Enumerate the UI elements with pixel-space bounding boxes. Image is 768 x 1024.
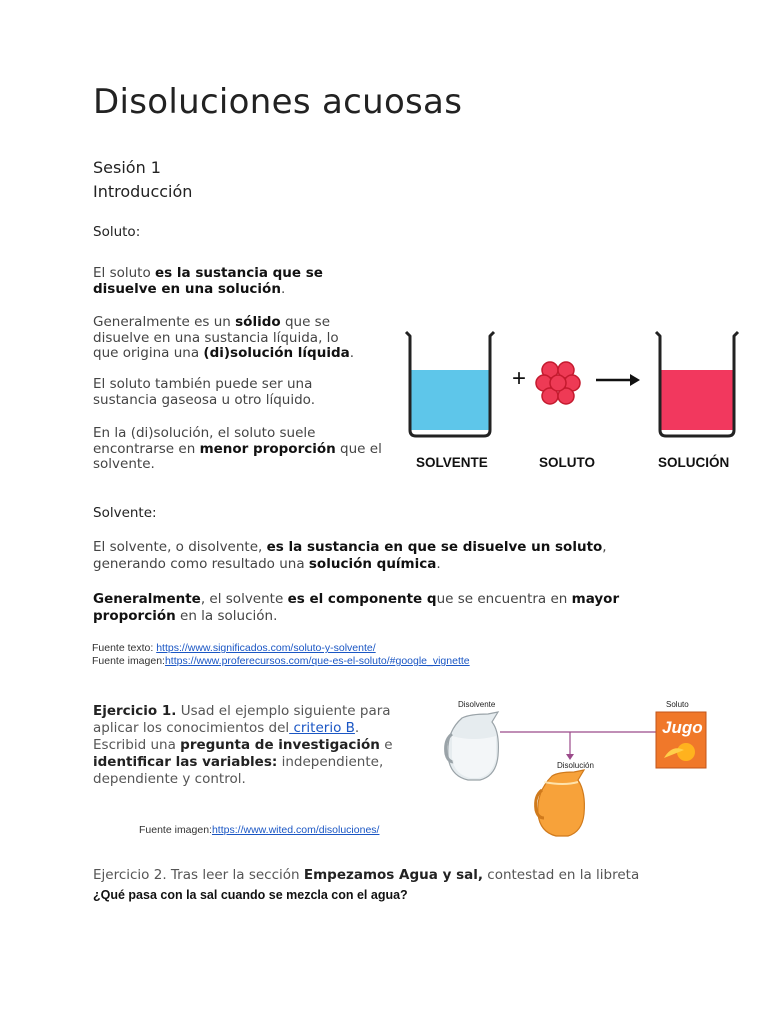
solvente-label: Solvente: — [93, 505, 157, 521]
solucion-caption: SOLUCIÓN — [658, 455, 730, 470]
soluto-paragraph-3: El soluto también puede ser una sustancia gaseosa u otro líquido. — [93, 376, 315, 408]
page-title: Disoluciones acuosas — [93, 82, 463, 122]
intro-heading: Introducción — [93, 182, 193, 201]
solvent-beaker — [406, 332, 494, 436]
disolvente-caption: Disolvente — [458, 700, 496, 709]
solution-liquid — [660, 370, 734, 430]
source-text-link[interactable]: https://www.significados.com/soluto-y-solvente/ — [156, 642, 376, 654]
orange-juice-pitcher-icon — [536, 770, 585, 836]
water-pitcher-icon — [446, 712, 499, 780]
jugo-packet-icon — [656, 712, 706, 768]
exercise-1: Ejercicio 1. Usad el ejemplo siguiente para aplicar los conocimientos del criterio B. Escribid una pregunta de investigación e identificar las variables: independiente, dependiente y control. — [93, 703, 393, 787]
solvente-paragraph-1: El solvente, o disolvente, es la sustancia en que se disuelve un soluto, generando como resultado una solución química. — [93, 539, 607, 572]
jugo-text: Jugo — [662, 718, 703, 737]
solution-beaker — [656, 332, 738, 436]
exercise-2-question: ¿Qué pasa con la sal cuando se mezcla con el agua? — [93, 888, 408, 902]
solution-diagram — [398, 318, 743, 478]
disolucion-caption: Disolución — [557, 761, 594, 770]
soluto-paragraph-1: El soluto es la sustancia que se disuelve en una solución. — [93, 265, 323, 297]
solute-molecule — [536, 362, 580, 404]
session-heading: Sesión 1 — [93, 158, 161, 177]
soluto-label: Soluto: — [93, 224, 141, 240]
connector-arrow — [566, 754, 574, 760]
soluto-caption: SOLUTO — [539, 455, 596, 470]
plus-sign: + — [512, 365, 527, 392]
soluto-paragraph-2: Generalmente es un sólido que se disuelve en una sustancia líquida, lo que origina una (di)solución líquida. — [93, 314, 355, 361]
arrow-icon — [596, 374, 640, 386]
soluto-caption-2: Soluto — [666, 700, 689, 709]
soluto-paragraph-4: En la (di)solución, el soluto suele encontrarse en menor proporción que el solvente. — [93, 425, 382, 472]
solvente-paragraph-2: Generalmente, el solvente es el componente que se encuentra en mayor proporción en la solución. — [93, 591, 620, 624]
solvent-liquid — [410, 370, 490, 430]
exercise-2: Ejercicio 2. Tras leer la sección Empezamos Agua y sal, contestad en la libreta — [93, 867, 640, 883]
source-image-link[interactable]: https://www.proferecursos.com/que-es-el-soluto/#google_vignette — [164, 655, 470, 667]
source-image-link-2[interactable]: https://www.wited.com/disoluciones/ — [211, 824, 380, 836]
source-text-line: Fuente texto: https://www.significados.com/soluto-y-solvente/ — [92, 642, 376, 654]
criterio-b-link[interactable]: criterio B — [289, 720, 355, 736]
source-image-line: Fuente imagen:https://www.proferecursos.com/que-es-el-soluto/#google_vignette — [92, 655, 470, 667]
source-image-line-2: Fuente imagen:https://www.wited.com/disoluciones/ — [139, 824, 380, 836]
juice-diagram — [440, 696, 735, 841]
solvente-caption: SOLVENTE — [416, 455, 488, 470]
